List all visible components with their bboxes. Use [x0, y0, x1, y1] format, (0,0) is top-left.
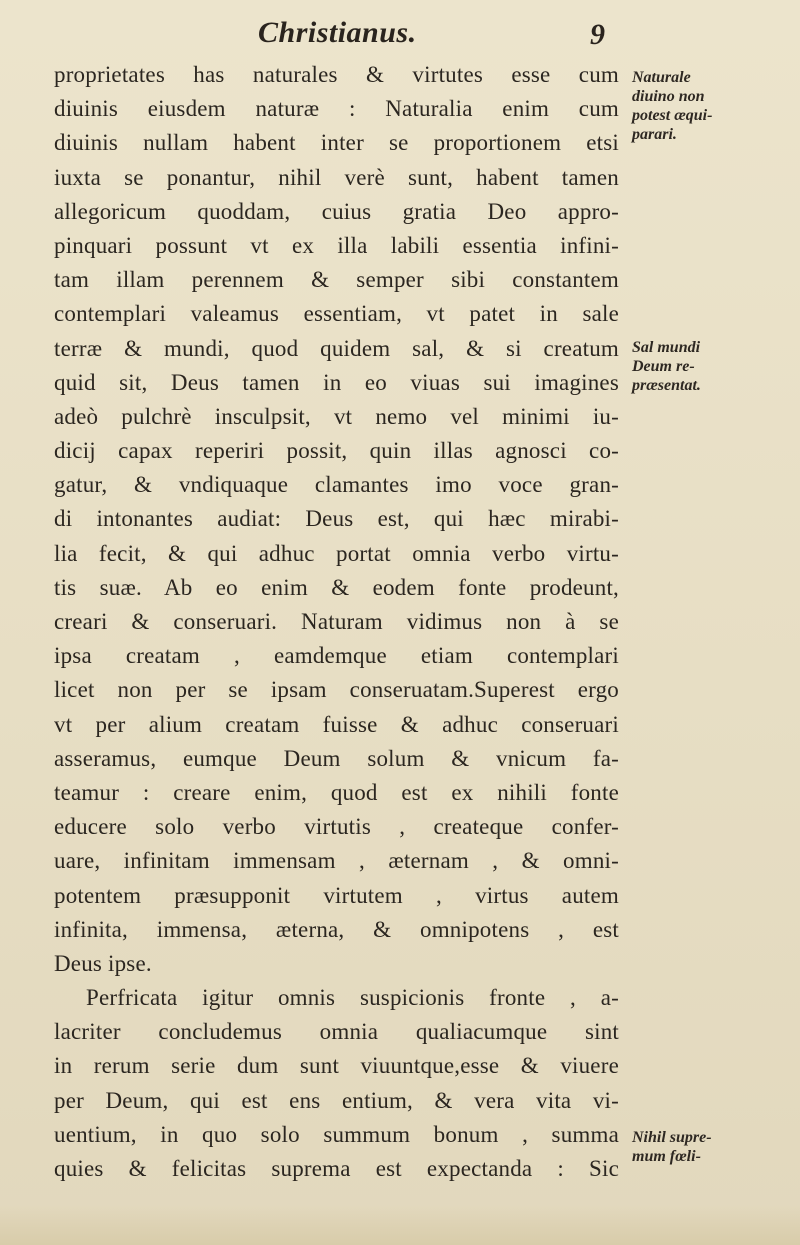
text-line: lia fecit, & qui adhuc portat omnia verbo virtu-: [54, 540, 619, 566]
text-line: potentem præsupponit virtutem , virtus autem: [54, 882, 619, 908]
text-line: educere solo verbo virtutis , createque confer-: [54, 814, 619, 840]
text-line: di intonantes audiat: Deus est, qui hæc mirabi-: [54, 506, 619, 532]
text-line: tam illam perennem & semper sibi constantem: [54, 267, 619, 293]
running-title: Christianus.: [258, 16, 417, 49]
margin-note-line: diuino non: [632, 88, 705, 105]
text-line: contemplari valeamus essentiam, vt patet in sale: [54, 301, 619, 327]
text-line: pinquari possunt vt ex illa labili essentia infini-: [54, 232, 619, 258]
text-line: quies & felicitas suprema est expectanda : Sic: [54, 1156, 619, 1181]
text-line: asseramus, eumque Deum solum & vnicum fa-: [54, 745, 619, 771]
text-line: in rerum serie dum sunt viuuntque,esse & viuere: [54, 1053, 619, 1079]
page-number: 9: [590, 18, 605, 51]
text-line: vt per alium creatam fuisse & adhuc conseruari: [54, 711, 619, 737]
margin-note-naturale: [632, 68, 782, 144]
text-line: Deus ipse.: [54, 950, 152, 976]
text-line: proprietates has naturales & virtutes esse cum: [54, 62, 619, 87]
text-line: quid sit, Deus tamen in eo viuas sui imagines: [54, 369, 619, 395]
body-text: [54, 58, 619, 1186]
margin-note-line: Sal mundi: [632, 339, 701, 356]
text-line: adeò pulchrè insculpsit, vt nemo vel minimi iu-: [54, 403, 619, 429]
text-line: teamur : creare enim, quod est ex nihili fonte: [54, 779, 619, 805]
text-line: dicij capax reperiri possit, quin illas agnosci co-: [54, 438, 619, 464]
text-line: iuxta se ponantur, nihil verè sunt, habent tamen: [54, 164, 619, 190]
text-line: diuinis nullam habent inter se proportionem etsi: [54, 130, 619, 156]
margin-note-line: potest æqui-: [632, 107, 713, 124]
margin-note-line: Deum re-: [632, 358, 695, 375]
margin-note-line: mum fœli-: [632, 1148, 701, 1165]
text-line: tis suæ. Ab eo enim & eodem fonte prodeunt,: [54, 574, 619, 600]
margin-note-line: præsentat.: [632, 377, 701, 394]
text-line: allegoricum quoddam, cuius gratia Deo appro-: [54, 198, 619, 224]
margin-note-line: Naturale: [632, 69, 691, 86]
margin-note-nihil: [632, 1128, 782, 1166]
text-line: uare, infinitam immensam , æternam , & omni-: [54, 848, 619, 874]
text-line: lacriter concludemus omnia qualiacumque sint: [54, 1019, 619, 1045]
text-line: licet non per se ipsam conseruatam.Superest ergo: [54, 677, 619, 703]
text-line: uentium, in quo solo summum bonum , summa: [54, 1121, 619, 1147]
text-line: Perfricata igitur omnis suspicionis fronte , a-: [86, 985, 619, 1011]
text-line: terræ & mundi, quod quidem sal, & si creatum: [54, 335, 619, 361]
text-line: per Deum, qui est ens entium, & vera vita vi-: [54, 1087, 619, 1113]
text-line: ipsa creatam , eamdemque etiam contemplari: [54, 643, 619, 669]
text-line: gatur, & vndiquaque clamantes imo voce gran-: [54, 472, 619, 498]
margin-note-sal: [632, 338, 782, 395]
text-line: creari & conseruari. Naturam vidimus non à se: [54, 609, 619, 634]
running-head: [0, 8, 800, 58]
margin-note-line: parari.: [632, 126, 677, 143]
margin-note-line: Nihil supre-: [632, 1129, 712, 1146]
text-line: infinita, immensa, æterna, & omnipotens , est: [54, 916, 619, 942]
text-line: diuinis eiusdem naturæ : Naturalia enim cum: [54, 96, 619, 122]
